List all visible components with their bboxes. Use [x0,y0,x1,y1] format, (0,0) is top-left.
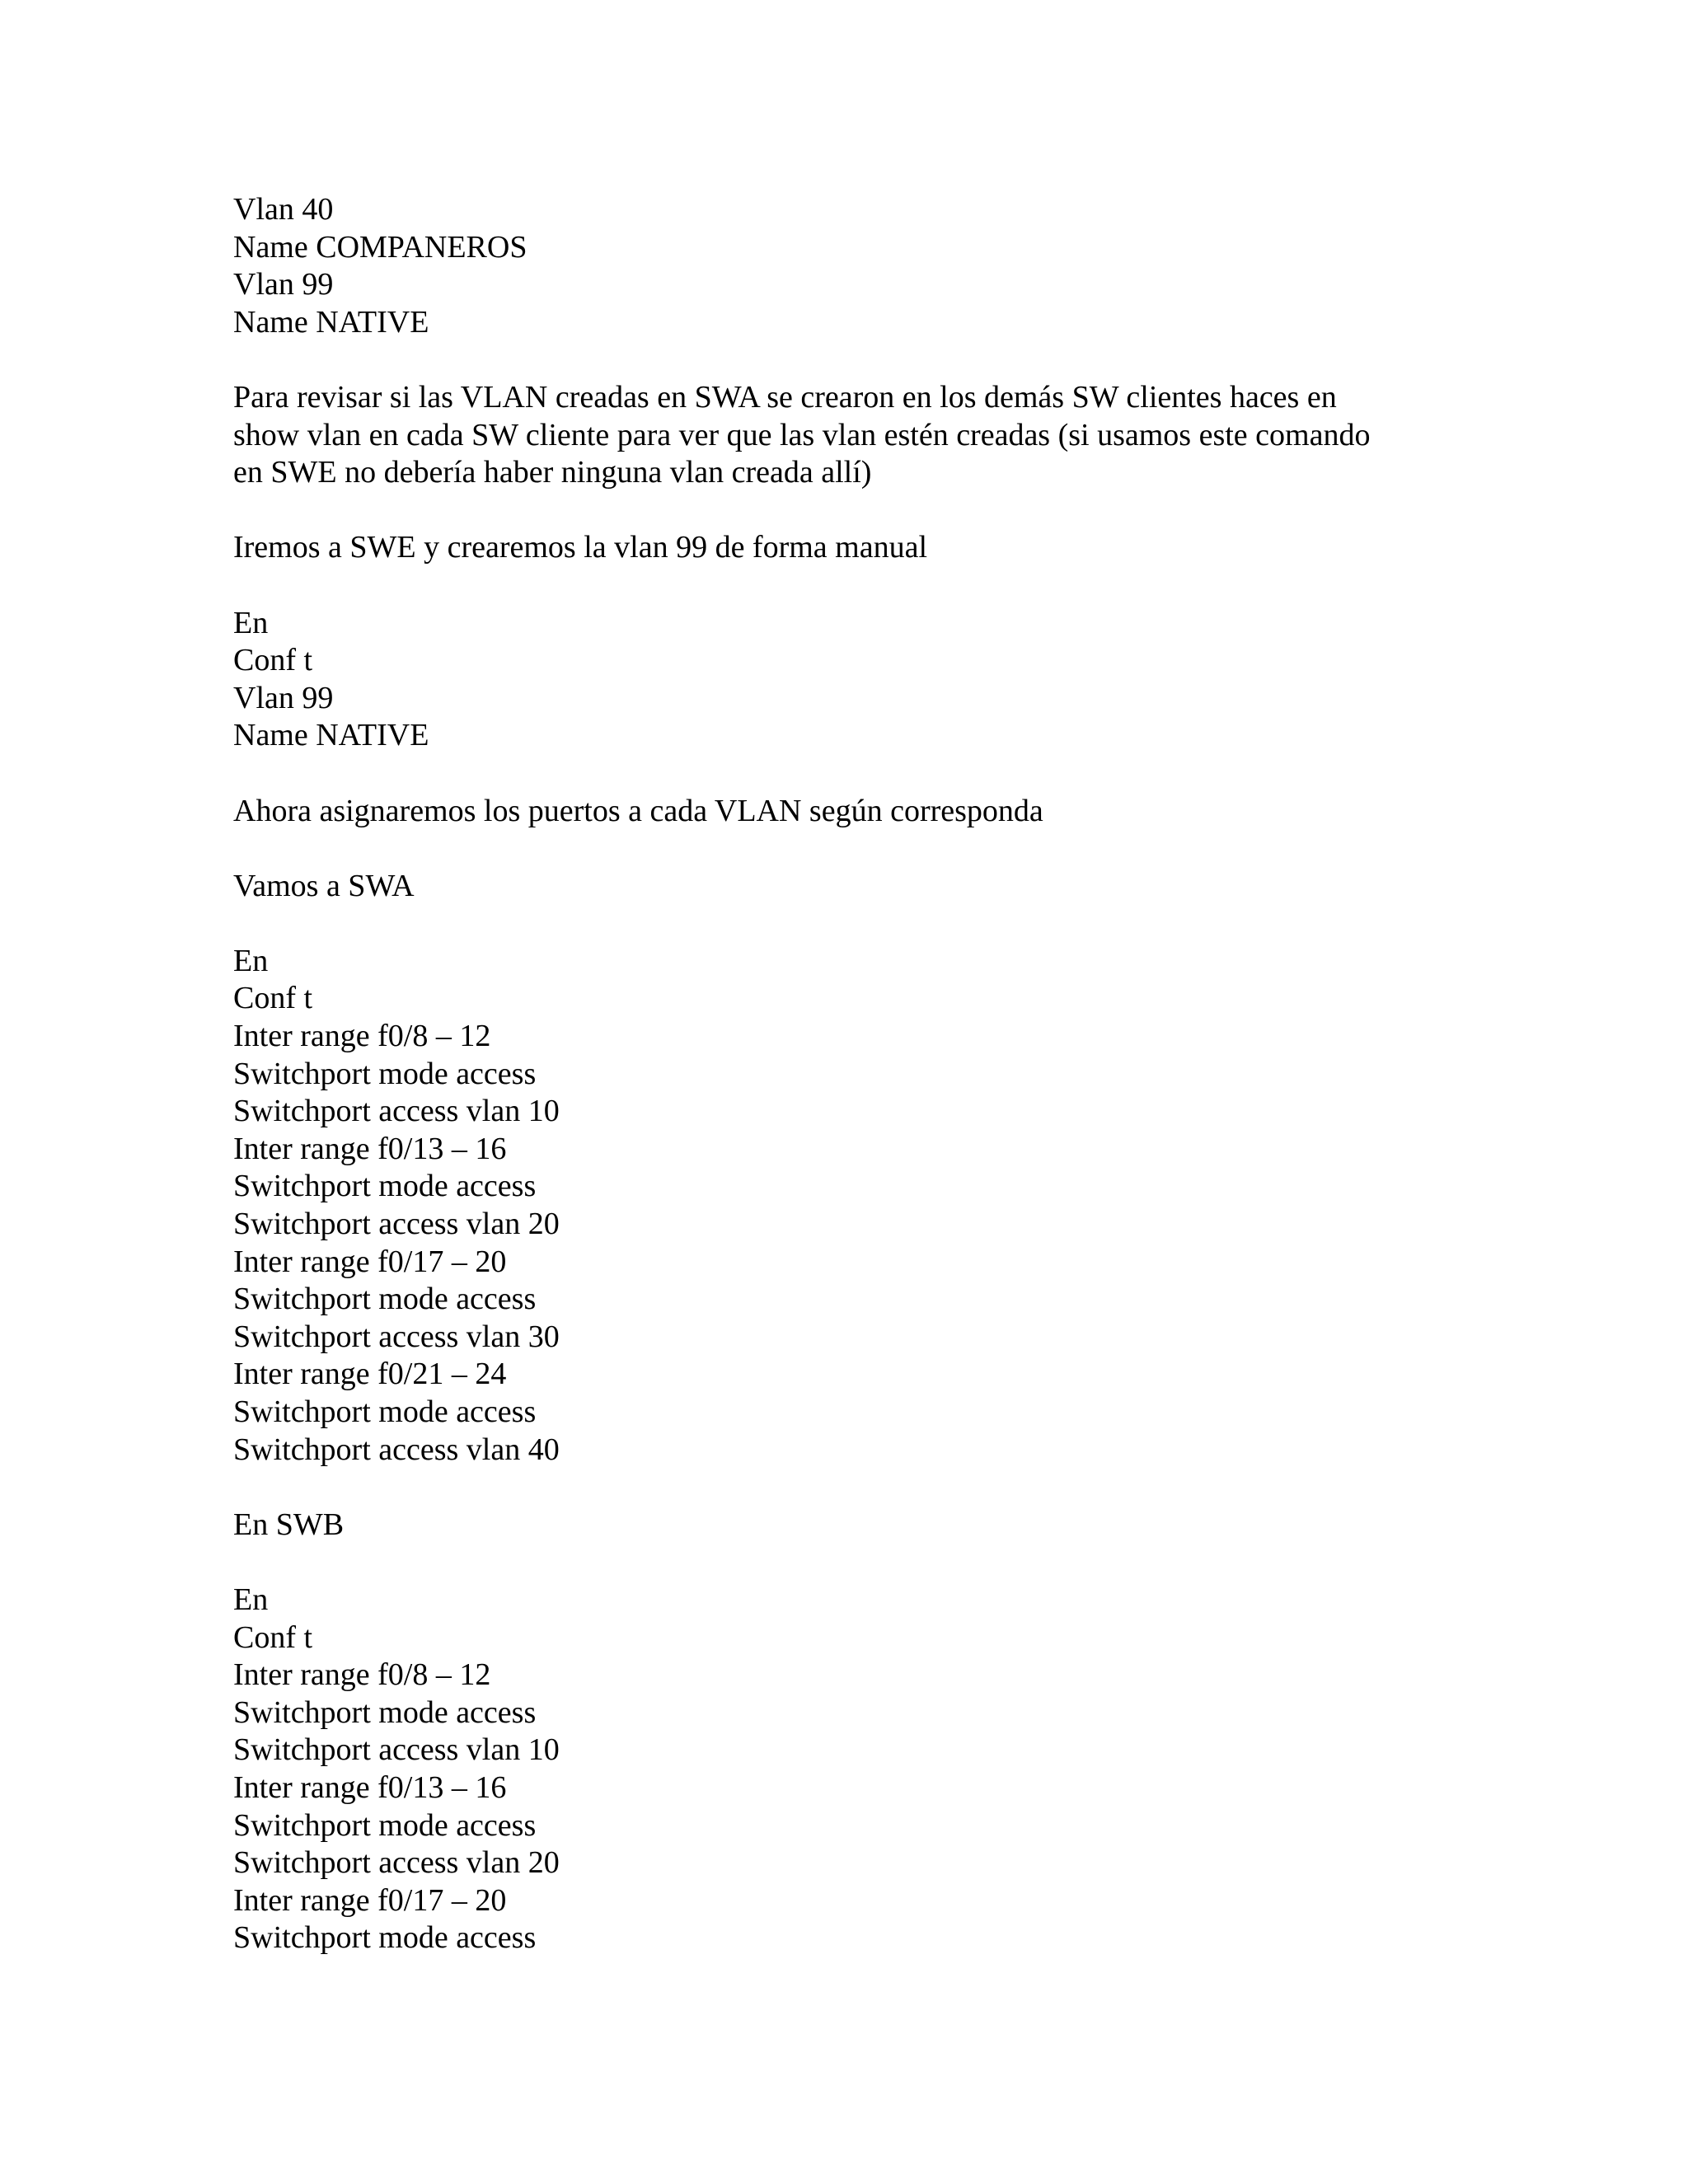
paragraph-assign-ports: Ahora asignaremos los puertos a cada VLAN según corresponda [233,793,1043,828]
command-line: Vlan 99 [233,267,334,302]
command-line: En [233,605,269,640]
command-line: Vlan 40 [233,192,334,227]
command-line: Inter range f0/8 – 12 [233,1657,491,1693]
command-line: Inter range f0/8 – 12 [233,1019,491,1054]
command-line: Conf t [233,1619,313,1655]
command-line: Name NATIVE [233,718,429,753]
command-line: Switchport mode access [233,1694,537,1730]
spacer [233,492,1470,530]
command-line: Switchport mode access [233,1920,537,1956]
command-line: En [233,943,269,978]
vlan-config-block [233,191,1470,341]
swb-config-block [233,1582,1470,1957]
command-line: Inter range f0/17 – 20 [233,1882,507,1918]
command-line: Switchport access vlan 20 [233,1207,560,1242]
paragraph-goto-swa: Vamos a SWA [233,868,415,903]
spacer [233,567,1470,605]
command-line: Switchport access vlan 20 [233,1845,560,1881]
command-line: Switchport access vlan 10 [233,1094,560,1129]
document-body [233,191,1470,1957]
spacer [233,755,1470,793]
command-line: En [233,1582,269,1617]
command-line: Switchport mode access [233,1394,537,1429]
command-line: Conf t [233,981,313,1016]
spacer [233,905,1470,943]
command-line: Inter range f0/13 – 16 [233,1131,507,1166]
spacer [233,341,1470,379]
command-line: Inter range f0/13 – 16 [233,1769,507,1805]
command-line: Vlan 99 [233,680,334,715]
command-line: Switchport mode access [233,1807,537,1843]
spacer [233,1469,1470,1507]
command-line: Conf t [233,643,313,678]
paragraph-swb: En SWB [233,1507,345,1542]
command-line: Switchport mode access [233,1056,537,1091]
command-line: Switchport access vlan 10 [233,1732,560,1768]
spacer [233,830,1470,868]
swa-config-block [233,943,1470,1469]
paragraph-swe: Iremos a SWE y crearemos la vlan 99 de forma manual [233,530,928,565]
spacer [233,1544,1470,1582]
command-line: Inter range f0/21 – 24 [233,1357,507,1392]
command-line: Switchport access vlan 40 [233,1432,560,1467]
paragraph-check-vlans: Para revisar si las VLAN creadas en SWA se crearon en los demás SW clientes haces en show vlan en cada SW cliente para ver que las vlan estén creadas (si usamos este comando en SWE no debería haber ninguna vlan creada allí) [233,379,1371,490]
command-line: Name NATIVE [233,304,429,340]
command-line: Inter range f0/17 – 20 [233,1244,507,1279]
command-line: Switchport access vlan 30 [233,1319,560,1354]
command-line: Name COMPANEROS [233,229,528,265]
command-line: Switchport mode access [233,1169,537,1204]
swe-config-block [233,605,1470,755]
command-line: Switchport mode access [233,1282,537,1317]
